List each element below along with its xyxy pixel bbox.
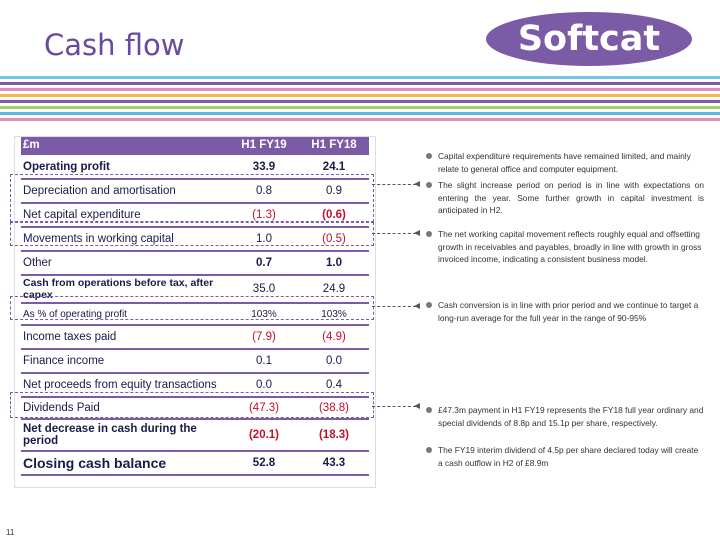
row-value-fy19: 52.8 (229, 451, 299, 475)
row-value-fy19: (1.3) (229, 203, 299, 227)
row-value-fy19: 0.8 (229, 179, 299, 203)
row-value-fy18: 0.4 (299, 373, 369, 397)
row-value-fy19: 0.7 (229, 251, 299, 275)
highlight-working-capital-box (10, 222, 374, 246)
highlight-dividends-box (10, 392, 374, 418)
bullet-text: £47.3m payment in H1 FY19 represents the FY18 full year ordinary and special dividends of 8.8p and 15.1p per share, respectively. (438, 405, 704, 428)
stripe-6 (0, 106, 720, 109)
row-value-fy19: 0.0 (229, 373, 299, 397)
table-row (21, 251, 369, 275)
row-value-fy19: (47.3) (229, 397, 299, 419)
row-value-fy19: 1.0 (229, 227, 299, 251)
row-value-fy18: (38.8) (299, 397, 369, 419)
row-value-fy18: 0.0 (299, 349, 369, 373)
bullet-item (426, 299, 704, 324)
stripe-7 (0, 112, 720, 115)
row-value-fy18: 0.9 (299, 179, 369, 203)
table-row (21, 325, 369, 349)
row-label: As % of operating profit (21, 303, 229, 325)
row-value-fy18: 24.1 (299, 154, 369, 179)
table-row (21, 349, 369, 373)
highlight-capex-box (10, 174, 374, 222)
arrow-capex-icon (414, 181, 420, 187)
row-value-fy19: (7.9) (229, 325, 299, 349)
bullet-item (426, 444, 704, 469)
row-value-fy19: 103% (229, 303, 299, 325)
row-label: Finance income (21, 349, 229, 373)
row-value-fy18: (0.6) (299, 203, 369, 227)
header-stripes (0, 76, 720, 124)
row-label: Net proceeds from equity transactions (21, 373, 229, 397)
stripe-5 (0, 100, 720, 103)
bullet-dot-icon (426, 407, 432, 413)
bullet-text: Capital expenditure requirements have remained limited, and mainly relate to general office and computer equipment. (438, 151, 691, 174)
bullet-text: The net working capital movement reflects roughly equal and offsetting growth in receivables and payables, broadly in line with growth in gross invoiced income, indicating a consistent business model. (438, 229, 702, 264)
page-number: 11 (6, 528, 15, 537)
bullet-dot-icon (426, 231, 432, 237)
bullet-text: The slight increase period on period is in line with expectations on entering the year. Some further growth in capital investment is anticipated in H2. (438, 180, 704, 215)
stripe-4 (0, 94, 720, 97)
row-label: Net capital expenditure (21, 203, 229, 227)
row-label: Income taxes paid (21, 325, 229, 349)
bullet-dot-icon (426, 182, 432, 188)
table-row (21, 451, 369, 475)
row-label: Depreciation and amortisation (21, 179, 229, 203)
header-h1-fy18: H1 FY18 (299, 137, 369, 154)
row-label: Cash from operations before tax, after capex (21, 275, 229, 303)
row-label: Operating profit (21, 154, 229, 179)
row-label: Net decrease in cash during the period (21, 419, 229, 451)
stripe-2 (0, 82, 720, 85)
arrow-cash-conversion-icon (414, 303, 420, 309)
row-value-fy18: (18.3) (299, 419, 369, 451)
row-label: Other (21, 251, 229, 275)
bullet-text: The FY19 interim dividend of 4.5p per share declared today will create a cash outflow in H2 of £8.9m (438, 445, 699, 468)
row-label: Movements in working capital (21, 227, 229, 251)
row-value-fy18: (0.5) (299, 227, 369, 251)
stripe-8 (0, 118, 720, 121)
stripe-1 (0, 76, 720, 79)
row-value-fy18: 24.9 (299, 275, 369, 303)
row-value-fy19: (20.1) (229, 419, 299, 451)
highlight-cash-conversion-box (10, 296, 374, 320)
stripe-3 (0, 88, 720, 91)
page-title: Cash flow (44, 28, 185, 62)
header-h1-fy19: H1 FY19 (229, 137, 299, 154)
row-label: Dividends Paid (21, 397, 229, 419)
connector-dividends (372, 406, 416, 407)
connector-cash-conversion (372, 306, 416, 307)
bullet-dot-icon (426, 302, 432, 308)
bullet-dot-icon (426, 447, 432, 453)
row-value-fy18: 43.3 (299, 451, 369, 475)
arrow-working-capital-icon (414, 230, 420, 236)
table-row (21, 419, 369, 451)
bullet-item (426, 150, 704, 175)
row-value-fy19: 33.9 (229, 154, 299, 179)
row-value-fy18: (4.9) (299, 325, 369, 349)
table-header-row (21, 137, 369, 154)
row-value-fy18: 1.0 (299, 251, 369, 275)
softcat-logo: Softcat (486, 12, 692, 66)
arrow-dividends-icon (414, 403, 420, 409)
row-label: Closing cash balance (21, 451, 229, 475)
row-value-fy19: 35.0 (229, 275, 299, 303)
connector-capex (372, 184, 416, 185)
bullet-dot-icon (426, 153, 432, 159)
bullet-item (426, 179, 704, 217)
row-value-fy18: 103% (299, 303, 369, 325)
bullet-item (426, 404, 704, 429)
connector-working-capital (372, 233, 416, 234)
bullet-text: Cash conversion is in line with prior period and we continue to target a long-run average for the full year in the range of 90-95% (438, 300, 699, 323)
row-value-fy19: 0.1 (229, 349, 299, 373)
header-unit: £m (21, 137, 229, 154)
bullet-item (426, 228, 704, 266)
